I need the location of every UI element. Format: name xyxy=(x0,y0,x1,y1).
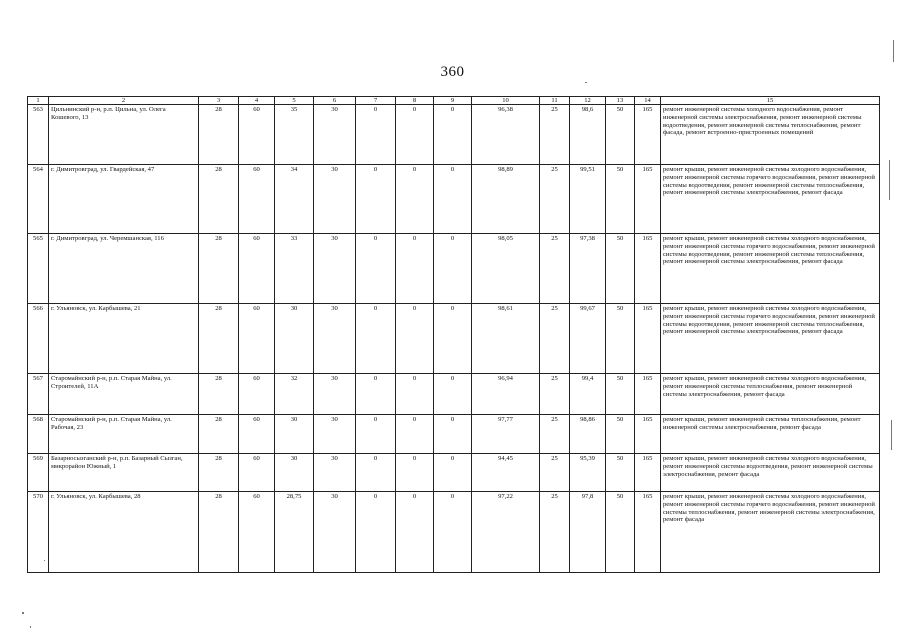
value-cell: 30 xyxy=(314,415,356,454)
value-cell: 0 xyxy=(396,234,434,304)
value-cell: 25 xyxy=(540,492,570,573)
column-number: 1 xyxy=(28,97,49,105)
value-cell: 50 xyxy=(606,415,635,454)
value-cell: 50 xyxy=(606,304,635,374)
column-number: 6 xyxy=(314,97,356,105)
column-number: 14 xyxy=(635,97,661,105)
value-cell: 98,61 xyxy=(472,304,540,374)
value-cell: 60 xyxy=(239,492,275,573)
row-number-cell: 567 xyxy=(28,374,49,415)
value-cell: 0 xyxy=(396,165,434,234)
value-cell: 28 xyxy=(199,304,239,374)
value-cell: 28 xyxy=(199,105,239,165)
value-cell: 0 xyxy=(434,304,472,374)
value-cell: 165 xyxy=(635,105,661,165)
value-cell: 0 xyxy=(396,492,434,573)
table-row xyxy=(28,304,880,374)
value-cell: 60 xyxy=(239,415,275,454)
value-cell: 95,39 xyxy=(570,454,606,492)
value-cell: 28,75 xyxy=(275,492,314,573)
value-cell: 0 xyxy=(396,454,434,492)
row-number-cell: 570 xyxy=(28,492,49,573)
value-cell: 0 xyxy=(356,415,396,454)
works-cell: ремонт инженерной системы холодного водоснабжения, ремонт инженерной системы электроснабжения, ремонт инженерной системы водоотведения, ремонт инженерной системы теплоснабжения, ремонт фасада, ремонт встроенно-пристроенных помещений xyxy=(661,105,880,165)
value-cell: 28 xyxy=(199,492,239,573)
table-row xyxy=(28,165,880,234)
value-cell: 165 xyxy=(635,454,661,492)
value-cell: 165 xyxy=(635,304,661,374)
value-cell: 99,4 xyxy=(570,374,606,415)
works-cell: ремонт крыши, ремонт инженерной системы холодного водоснабжения, ремонт инженерной системы горячего водоснабжения, ремонт инженерной системы водоотведения, ремонт инженерной системы теплоснабжения, ремонт инженерной системы электроснабжения, ремонт фасада xyxy=(661,165,880,234)
value-cell: 30 xyxy=(314,492,356,573)
value-cell: 25 xyxy=(540,105,570,165)
value-cell: 50 xyxy=(606,454,635,492)
table-body xyxy=(28,97,880,573)
value-cell: 28 xyxy=(199,415,239,454)
scan-speck xyxy=(44,560,45,561)
column-number-row xyxy=(28,97,880,105)
value-cell: 30 xyxy=(314,105,356,165)
value-cell: 0 xyxy=(356,304,396,374)
value-cell: 0 xyxy=(434,234,472,304)
row-number-cell: 568 xyxy=(28,415,49,454)
value-cell: 60 xyxy=(239,234,275,304)
value-cell: 165 xyxy=(635,415,661,454)
value-cell: 99,51 xyxy=(570,165,606,234)
value-cell: 60 xyxy=(239,165,275,234)
value-cell: 98,89 xyxy=(472,165,540,234)
works-cell: ремонт крыши, ремонт инженерной системы холодного водоснабжения, ремонт инженерной системы горячего водоснабжения, ремонт инженерной системы теплоснабжения, ремонт инженерной системы электроснабжения, ремонт фасада xyxy=(661,492,880,573)
value-cell: 0 xyxy=(356,105,396,165)
value-cell: 96,94 xyxy=(472,374,540,415)
value-cell: 97,22 xyxy=(472,492,540,573)
value-cell: 30 xyxy=(314,304,356,374)
column-number: 7 xyxy=(356,97,396,105)
value-cell: 32 xyxy=(275,374,314,415)
row-number-cell: 566 xyxy=(28,304,49,374)
row-number-cell: 565 xyxy=(28,234,49,304)
table-row xyxy=(28,492,880,573)
page-number: 360 xyxy=(440,64,465,80)
scan-speck xyxy=(891,420,892,450)
address-cell: Старомайнский р-н, р.п. Старая Майна, ул. Строителей, 11А xyxy=(49,374,199,415)
value-cell: 0 xyxy=(356,374,396,415)
value-cell: 98,6 xyxy=(570,105,606,165)
value-cell: 94,45 xyxy=(472,454,540,492)
value-cell: 165 xyxy=(635,492,661,573)
address-cell: г. Димитровград, ул. Черемшанская, 116 xyxy=(49,234,199,304)
row-number-cell: 563 xyxy=(28,105,49,165)
column-number: 13 xyxy=(606,97,635,105)
address-cell: г. Ульяновск, ул. Карбышева, 21 xyxy=(49,304,199,374)
works-cell: ремонт крыши, ремонт инженерной системы теплоснабжения, ремонт инженерной системы электроснабжения, ремонт фасада xyxy=(661,415,880,454)
scan-speck xyxy=(893,40,894,62)
value-cell: 98,05 xyxy=(472,234,540,304)
value-cell: 25 xyxy=(540,374,570,415)
table-row xyxy=(28,374,880,415)
works-cell: ремонт крыши, ремонт инженерной системы холодного водоснабжения, ремонт инженерной системы водоотведения, ремонт инженерной системы электроснабжения, ремонт фасада xyxy=(661,454,880,492)
table-row xyxy=(28,454,880,492)
value-cell: 165 xyxy=(635,374,661,415)
value-cell: 0 xyxy=(356,454,396,492)
value-cell: 0 xyxy=(434,415,472,454)
column-number: 11 xyxy=(540,97,570,105)
value-cell: 0 xyxy=(396,105,434,165)
value-cell: 0 xyxy=(396,304,434,374)
value-cell: 50 xyxy=(606,165,635,234)
works-cell: ремонт крыши, ремонт инженерной системы холодного водоснабжения, ремонт инженерной системы горячего водоснабжения, ремонт инженерной системы водоотведения, ремонт инженерной системы теплоснабжения, ремонт инженерной системы электроснабжения, ремонт фасада xyxy=(661,304,880,374)
value-cell: 0 xyxy=(356,234,396,304)
value-cell: 30 xyxy=(275,304,314,374)
value-cell: 0 xyxy=(396,374,434,415)
value-cell: 50 xyxy=(606,234,635,304)
table-row xyxy=(28,105,880,165)
column-number: 8 xyxy=(396,97,434,105)
repair-program-table xyxy=(27,96,880,573)
value-cell: 0 xyxy=(356,165,396,234)
works-cell: ремонт крыши, ремонт инженерной системы холодного водоснабжения, ремонт инженерной системы теплоснабжения, ремонт инженерной системы электроснабжения, ремонт фасада xyxy=(661,374,880,415)
column-number: 4 xyxy=(239,97,275,105)
value-cell: 30 xyxy=(275,454,314,492)
column-number: 5 xyxy=(275,97,314,105)
column-number: 9 xyxy=(434,97,472,105)
scan-speck xyxy=(30,626,31,628)
value-cell: 25 xyxy=(540,454,570,492)
value-cell: 0 xyxy=(434,454,472,492)
column-number: 15 xyxy=(661,97,880,105)
value-cell: 34 xyxy=(275,165,314,234)
value-cell: 30 xyxy=(314,454,356,492)
address-cell: Цильнинский р-н, р.п. Цильна, ул. Олега Кошевого, 13 xyxy=(49,105,199,165)
value-cell: 98,86 xyxy=(570,415,606,454)
column-number: 3 xyxy=(199,97,239,105)
table-row xyxy=(28,234,880,304)
value-cell: 30 xyxy=(314,165,356,234)
value-cell: 50 xyxy=(606,374,635,415)
address-cell: г. Димитровград, ул. Гвардейская, 47 xyxy=(49,165,199,234)
value-cell: 0 xyxy=(356,492,396,573)
column-number: 10 xyxy=(472,97,540,105)
value-cell: 0 xyxy=(434,165,472,234)
value-cell: 25 xyxy=(540,415,570,454)
value-cell: 25 xyxy=(540,304,570,374)
value-cell: 25 xyxy=(540,234,570,304)
value-cell: 0 xyxy=(434,492,472,573)
value-cell: 60 xyxy=(239,105,275,165)
value-cell: 28 xyxy=(199,234,239,304)
value-cell: 28 xyxy=(199,374,239,415)
value-cell: 97,77 xyxy=(472,415,540,454)
value-cell: 165 xyxy=(635,165,661,234)
row-number-cell: 564 xyxy=(28,165,49,234)
column-number: 12 xyxy=(570,97,606,105)
scan-speck xyxy=(889,160,890,200)
value-cell: 30 xyxy=(314,374,356,415)
value-cell: 97,38 xyxy=(570,234,606,304)
row-number-cell: 569 xyxy=(28,454,49,492)
address-cell: Базарносызганский р-н, р.п. Базарный Сызган, микрорайон Южный, 1 xyxy=(49,454,199,492)
value-cell: 30 xyxy=(314,234,356,304)
column-number: 2 xyxy=(49,97,199,105)
value-cell: 0 xyxy=(396,415,434,454)
value-cell: 28 xyxy=(199,165,239,234)
value-cell: 28 xyxy=(199,454,239,492)
value-cell: 97,8 xyxy=(570,492,606,573)
value-cell: 60 xyxy=(239,374,275,415)
value-cell: 50 xyxy=(606,105,635,165)
value-cell: 96,38 xyxy=(472,105,540,165)
scan-speck xyxy=(22,612,24,614)
value-cell: 60 xyxy=(239,304,275,374)
value-cell: 25 xyxy=(540,165,570,234)
address-cell: г. Ульяновск, ул. Карбышева, 28 xyxy=(49,492,199,573)
value-cell: 35 xyxy=(275,105,314,165)
value-cell: 165 xyxy=(635,234,661,304)
works-cell: ремонт крыши, ремонт инженерной системы холодного водоснабжения, ремонт инженерной системы горячего водоснабжения, ремонт инженерной системы водоотведения, ремонт инженерной системы теплоснабжения, ремонт инженерной системы электроснабжения, ремонт фасада xyxy=(661,234,880,304)
value-cell: 0 xyxy=(434,374,472,415)
address-cell: Старомайнский р-н, р.п. Старая Майна, ул. Рабочая, 23 xyxy=(49,415,199,454)
value-cell: 33 xyxy=(275,234,314,304)
value-cell: 99,67 xyxy=(570,304,606,374)
value-cell: 60 xyxy=(239,454,275,492)
value-cell: 30 xyxy=(275,415,314,454)
table-row xyxy=(28,415,880,454)
scan-speck xyxy=(585,82,587,83)
value-cell: 0 xyxy=(434,105,472,165)
value-cell: 50 xyxy=(606,492,635,573)
